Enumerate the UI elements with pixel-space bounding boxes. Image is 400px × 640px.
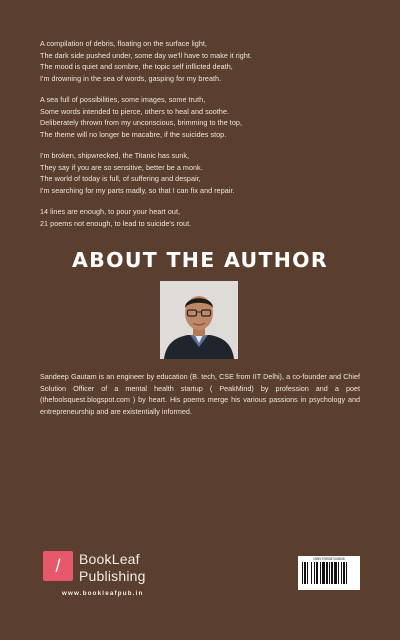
publisher-website: www.bookleafpub.in [62, 590, 144, 597]
poem-line: They say if you are so sensitive, better be a monk. [40, 162, 203, 172]
about-author-heading: ABOUT THE AUTHOR [72, 248, 328, 272]
barcode-bars-icon [302, 562, 356, 588]
poem-line: 14 lines are enough, to pour your heart out, [40, 206, 181, 216]
barcode-bar [307, 562, 308, 584]
isbn-text: ISBN 9789357443046 [313, 557, 345, 561]
poem-line: I'm broken, shipwrecked, the Titanic has sunk, [40, 150, 190, 160]
poem-line: I'm searching for my parts madly, so that I can fix and repair. [40, 185, 235, 195]
barcode-bar [311, 562, 312, 584]
author-bio: Sandeep Gautam is an engineer by education (B. tech, CSE from IIT Delhi), a co-founder and Chief Solution Officer of a mental health startup ( PeakMind) by profession and a poet (thefoolsquest.blogspot.com ) by heart. His poems merge his various passions in psychology and entrepreneurship and are existentially informed. [40, 372, 360, 416]
barcode-bar [341, 562, 342, 584]
barcode-bar [314, 562, 315, 584]
barcode-bar [320, 562, 321, 584]
barcode-bar [326, 562, 328, 584]
poem-line: The theme will no longer be macabre, if the suicides stop. [40, 129, 227, 139]
slash-logo-icon: / [55, 556, 61, 576]
poem-stanza [40, 150, 370, 196]
poem-text [40, 38, 370, 239]
barcode-bar [304, 562, 306, 584]
author-photo [160, 281, 238, 359]
poem-line: The world of today is full, of suffering and despair, [40, 174, 201, 184]
isbn-barcode [298, 556, 360, 590]
poem-line: The mood is quiet and sombre, the topic self inflicted death, [40, 62, 233, 72]
poem-line: A sea full of possibilities, some images, some truth, [40, 94, 206, 104]
barcode-bar [334, 562, 337, 584]
author-portrait-icon [160, 281, 238, 359]
poem-stanza [40, 206, 370, 229]
barcode-bar [346, 562, 347, 584]
poem-line: A compilation of debris, floating on the surface light, [40, 39, 207, 48]
barcode-bar [331, 562, 333, 584]
poem-stanza [40, 94, 370, 140]
poem-stanza [40, 38, 370, 84]
publisher-name-line2: Publishing [79, 568, 146, 584]
poem-line: The dark side pushed under, some day we'll have to make it right. [40, 50, 252, 60]
barcode-bar [329, 562, 330, 584]
poem-line: I'm drowning in the sea of words, gasping for my breath. [40, 73, 222, 83]
barcode-bar [343, 562, 345, 584]
poem-line: Deliberately thrown from my unconscious, brimming to the top, [40, 118, 242, 128]
barcode-bar [316, 562, 318, 584]
poem-line: 21 poems not enough, to lead to suicide's rout. [40, 218, 192, 228]
barcode-bar [302, 562, 303, 584]
barcode-bar [322, 562, 325, 584]
publisher-name-line1: BookLeaf [79, 551, 140, 567]
poem-line: Some words intended to pierce, others to heal and soothe. [40, 106, 230, 116]
barcode-bar [338, 562, 339, 584]
